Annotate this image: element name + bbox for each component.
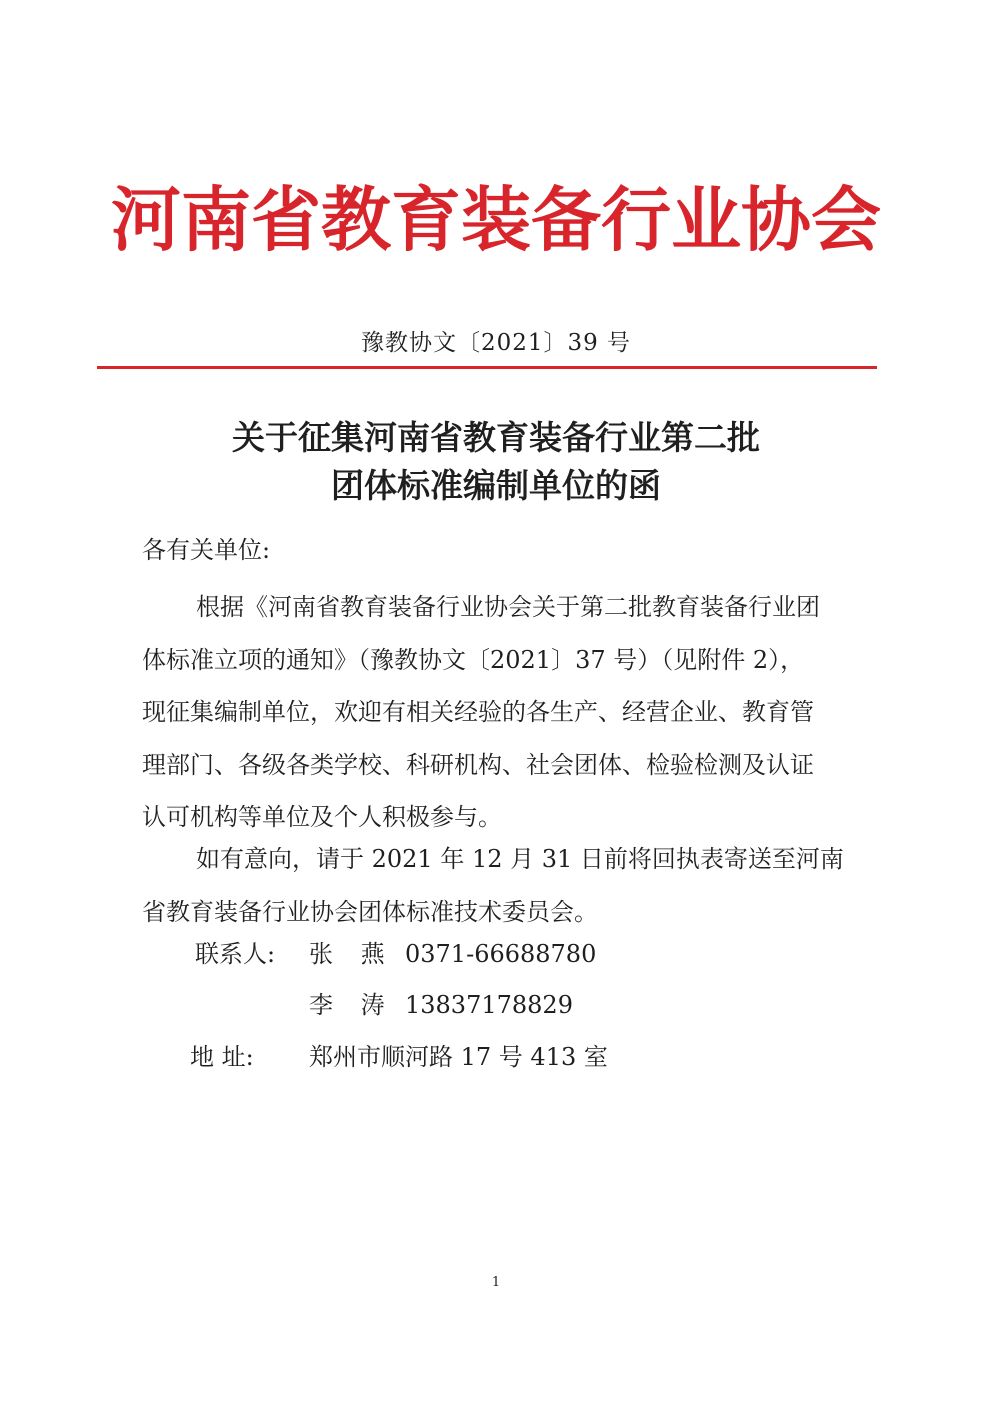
contact-row-2: [309, 985, 573, 1025]
paragraph-1-line: 认可机构等单位及个人积极参与。: [142, 803, 502, 831]
title-line-2: 团体标准编制单位的函: [331, 466, 661, 505]
address-label: 地 址:: [190, 1043, 254, 1071]
paragraph-1: [142, 581, 858, 844]
document-title: [0, 414, 992, 510]
title-line-1: 关于征集河南省教育装备行业第二批: [232, 418, 760, 457]
paragraph-1-line: 根据《河南省教育装备行业协会关于第二批教育装备行业团: [196, 593, 820, 621]
contact-label: 联系人:: [195, 940, 276, 968]
paragraph-2: [142, 833, 858, 938]
organization-letterhead: 河南省教育装备行业协会: [111, 178, 881, 261]
address-row: [190, 1037, 608, 1077]
salutation: 各有关单位:: [142, 536, 271, 564]
contact-phone: 0371-66688780: [405, 940, 597, 968]
contact-name: 李 涛: [309, 991, 395, 1019]
document-number: 豫教协文〔2021〕39 号: [360, 330, 632, 356]
paragraph-1-line: 体标准立项的通知》（豫教协文〔2021〕37 号）（见附件 2），: [142, 645, 805, 674]
paragraph-2-line: 省教育装备行业协会团体标准技术委员会。: [142, 897, 598, 926]
paragraph-2-line: 如有意向，请于 2021 年 12 月 31 日前将回执表寄送至河南: [196, 845, 844, 873]
contact-name: 张 燕: [309, 940, 395, 968]
contact-row-1: [195, 934, 596, 974]
letterhead-divider: [97, 366, 877, 369]
page-number: 1: [491, 1275, 501, 1290]
contact-phone: 13837178829: [405, 991, 573, 1019]
address-value: 郑州市顺河路 17 号 413 室: [309, 1043, 608, 1071]
paragraph-1-line: 现征集编制单位，欢迎有相关经验的各生产、经营企业、教育管: [142, 698, 814, 726]
paragraph-1-line: 理部门、各级各类学校、科研机构、社会团体、检验检测及认证: [142, 750, 814, 779]
